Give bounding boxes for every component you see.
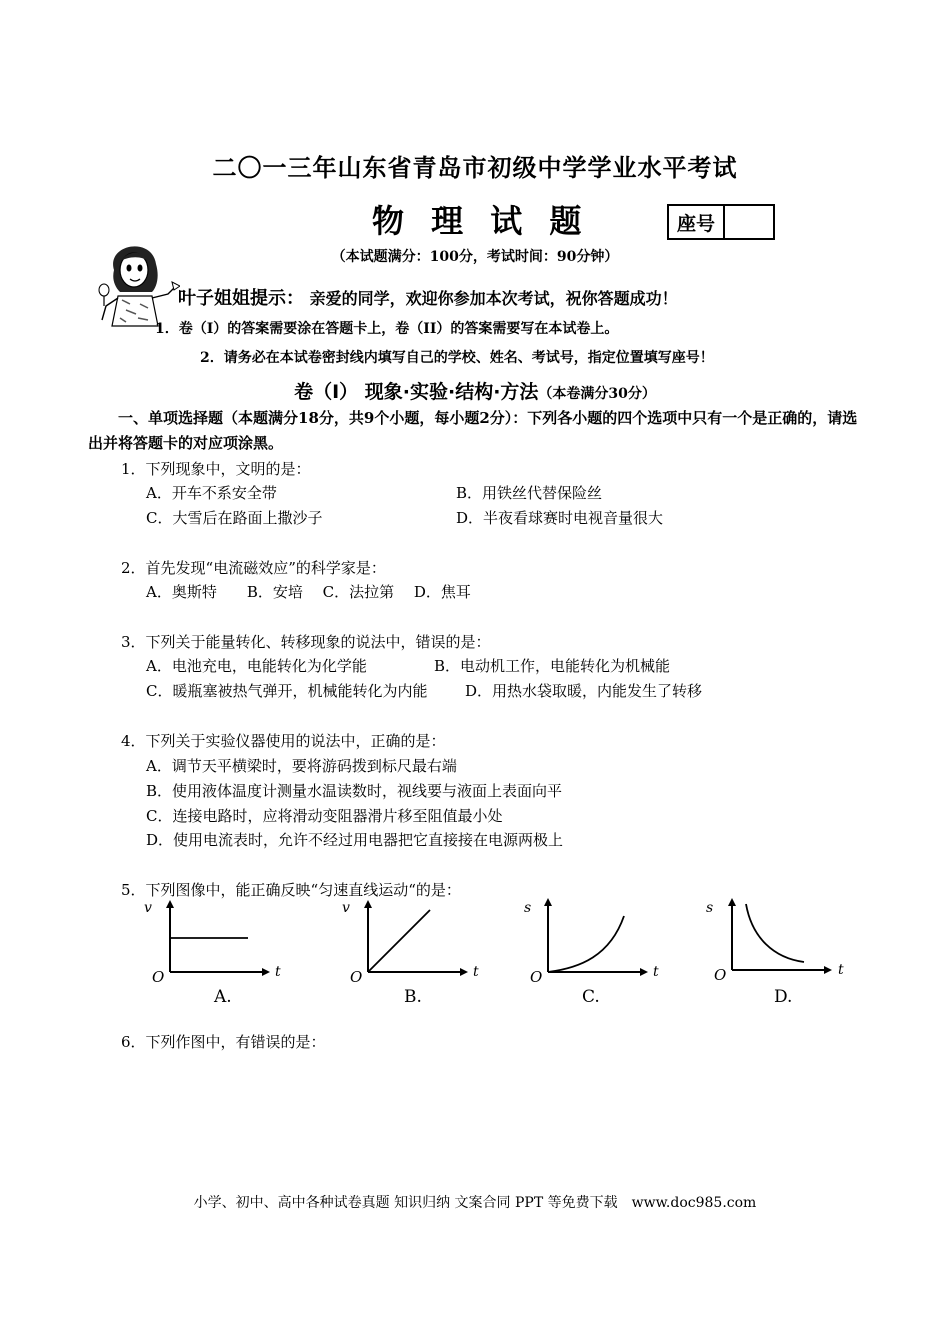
- seat-label: 座号: [669, 206, 725, 238]
- question-1-option-a: A．开车不系安全带: [146, 484, 277, 502]
- question-4-option-c: C．连接电路时，应将滑动变阻器滑片移至阻值最小处: [146, 807, 503, 825]
- section-instructions: 一、单项选择题（本题满分18分，共9个小题，每小题2分）：下列各小题的四个选项中只有一个是正确的，请选出并将答题卡的对应项涂黑。: [88, 409, 858, 452]
- footer-text: 小学、初中、高中各种试卷真题 知识归纳 文案合同 PPT 等免费下载 www.doc985.com: [193, 1195, 757, 1211]
- graph-a-x-label: t: [275, 964, 281, 980]
- tip-line: [178, 284, 678, 310]
- question-6-stem: 6．下列作图中，有错误的是：: [121, 1033, 326, 1051]
- graph-a-horizontal-velocity: [140, 898, 290, 1008]
- graph-a-y-label: v: [144, 900, 152, 916]
- note-2: 2．请务必在本试卷密封线内填写自己的学校、姓名、考试号，指定位置填写座号！: [200, 350, 714, 366]
- subject-title: 物 理 试 题: [372, 202, 590, 240]
- question-1-option-b: B．用铁丝代替保险丝: [456, 484, 603, 502]
- graph-a-label: A.: [214, 987, 232, 1007]
- graph-d-label: D.: [774, 987, 793, 1007]
- seat-number-box: [667, 204, 775, 240]
- seat-number-blank: [725, 206, 773, 238]
- exam-info: （本试题满分：100分，考试时间：90分钟）: [331, 249, 619, 265]
- part-heading: [0, 377, 950, 404]
- question-1-option-d: D．半夜看球赛时电视音量很大: [456, 509, 664, 527]
- question-3-option-c: C．暖瓶塞被热气弹开，机械能转化为内能: [146, 682, 428, 700]
- graph-b-x-label: t: [473, 964, 479, 980]
- graph-c-origin: O: [530, 968, 543, 986]
- graph-b-y-label: v: [342, 900, 350, 916]
- part-title: 卷（I） 现象·实验·结构·方法: [294, 381, 539, 403]
- exam-title: 二〇一三年山东省青岛市初级中学学业水平考试: [212, 153, 738, 182]
- question-2-options: A．奥斯特 B．安培 C．法拉第 D．焦耳: [146, 583, 471, 601]
- question-3-stem: 3．下列关于能量转化、转移现象的说法中，错误的是：: [121, 633, 491, 651]
- graph-d-x-label: t: [838, 962, 844, 978]
- graph-a-origin: O: [152, 968, 165, 986]
- graph-b-rising-velocity: [338, 898, 488, 1008]
- question-3-option-b: B．电动机工作，电能转化为机械能: [434, 657, 671, 675]
- tip-text: 亲爱的同学，欢迎你参加本次考试，祝你答题成功！: [309, 289, 678, 308]
- part-score-note: （本卷满分30分）: [538, 386, 656, 402]
- graph-b-origin: O: [350, 968, 363, 986]
- question-4-option-b: B．使用液体温度计测量水温读数时，视线要与液面上表面向平: [146, 782, 563, 800]
- graph-c-label: C.: [582, 987, 600, 1007]
- question-3-option-a: A．电池充电，电能转化为化学能: [146, 657, 367, 675]
- graph-d-origin: O: [714, 966, 727, 984]
- question-4-option-a: A．调节天平横梁时，要将游码拨到标尺最右端: [146, 757, 457, 775]
- graph-d-falling-curve: [702, 894, 854, 1008]
- graph-c-y-label: s: [524, 900, 532, 916]
- note-1: 1．卷（I）的答案需要涂在答题卡上，卷（II）的答案需要写在本试卷上。: [155, 321, 619, 337]
- question-1-stem: 1．下列现象中，文明的是：: [121, 460, 311, 478]
- question-4-stem: 4．下列关于实验仪器使用的说法中，正确的是：: [121, 732, 446, 750]
- mascot-girl-illustration: [96, 234, 180, 330]
- question-5-stem: 5．下列图像中，能正确反映“匀速直线运动“的是：: [121, 881, 461, 899]
- tip-title: 叶子姐姐提示：: [178, 288, 304, 309]
- question-3-option-d: D．用热水袋取暖，内能发生了转移: [465, 682, 703, 700]
- graph-c-x-label: t: [653, 964, 659, 980]
- question-2-stem: 2．首先发现“电流磁效应”的科学家是：: [121, 559, 386, 577]
- question-1-option-c: C．大雪后在路面上撒沙子: [146, 509, 323, 527]
- graph-c-rising-curve: [520, 896, 670, 1008]
- question-4-option-d: D．使用电流表时，允许不经过用电器把它直接接在电源两极上: [146, 831, 564, 849]
- graph-b-label: B.: [404, 987, 422, 1007]
- graph-d-y-label: s: [706, 900, 714, 916]
